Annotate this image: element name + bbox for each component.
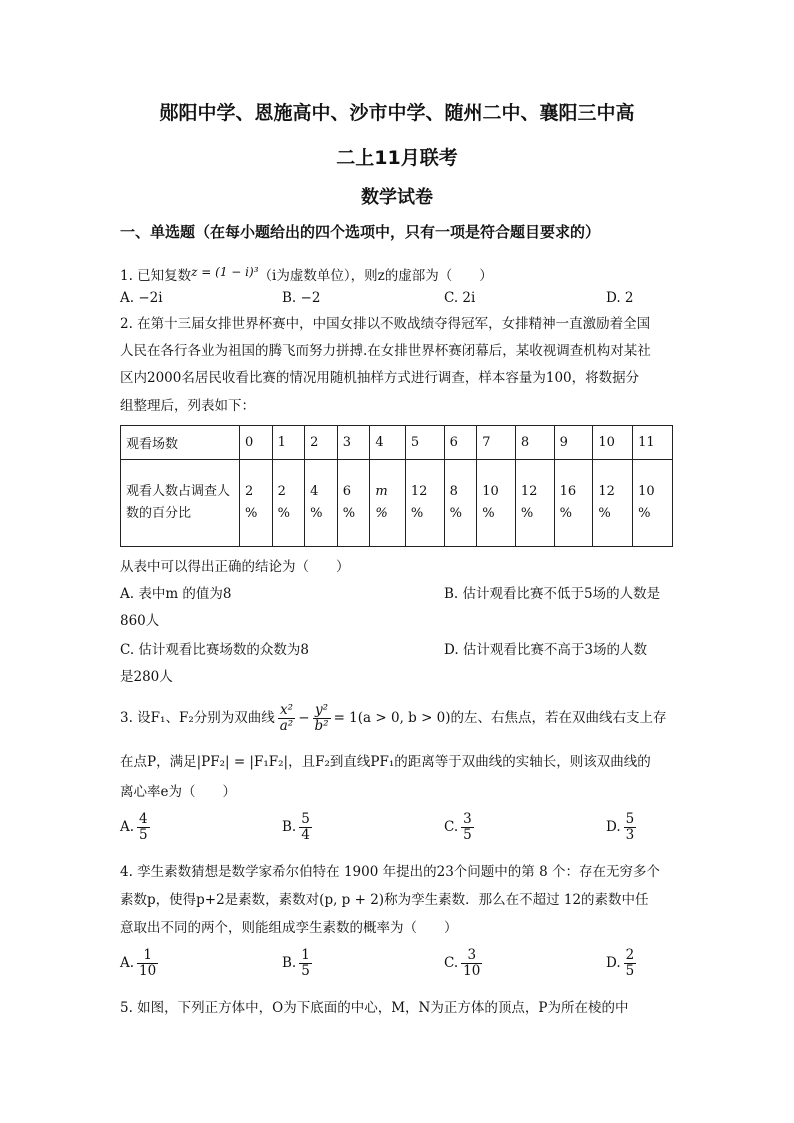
table-cell: 0 [240, 426, 273, 460]
table-cell: 3 [337, 426, 370, 460]
option-label: B. [282, 955, 297, 971]
q3-option-d [606, 812, 639, 843]
q1-stem-a: 1. 已知复数 [120, 268, 192, 284]
table-cell: m % [370, 460, 406, 547]
table-cell: 6 % [337, 460, 370, 547]
q4-line1: 4. 孪生素数猜想是数学家希尔伯特在 1900 年提出的23个问题中的第 8 个：存在无穷多个 [120, 864, 660, 880]
q3-frac-num: y² [313, 703, 331, 719]
exam-subtitle: 数学试卷 [361, 187, 433, 208]
q3-fraction-x [278, 703, 295, 734]
frac-num: 3 [461, 948, 482, 964]
frac-num: 4 [139, 811, 148, 827]
table-cell: 2 % [240, 460, 273, 547]
q2-line2: 人民在各行各业为祖国的腾飞而努力拼搏.在女排世界杯赛闭幕后，某收视调查机构对某社 [120, 343, 651, 359]
q4-option-b [282, 948, 315, 979]
q2-line3: 区内2000名居民收看比赛的情况用随机抽样方式进行调查，样本容量为100，将数据分 [120, 370, 640, 386]
option-fraction [299, 948, 312, 979]
q3-option-a [120, 812, 153, 843]
table-cell: 12 % [405, 460, 444, 547]
q3-line3: 离心率e为（ ） [120, 784, 236, 800]
frac-den: 5 [463, 827, 472, 843]
table-row [121, 426, 673, 460]
option-label: C. [444, 819, 459, 835]
q2-line4: 组整理后，列表如下： [120, 398, 255, 414]
q1-option-c: C. 2i [444, 290, 476, 306]
table-cell: 9 [554, 426, 593, 460]
table-row [121, 460, 673, 547]
q1-formula: z = (1 − i)³ [191, 265, 259, 279]
q2-option-c: C. 估计观看比赛场数的众数为8 [120, 642, 310, 658]
option-fraction [461, 812, 474, 843]
frac-num: 1 [301, 947, 310, 963]
table-cell: 2 [305, 426, 338, 460]
table-cell: 4 [370, 426, 406, 460]
option-label: D. [606, 819, 621, 835]
frac-num: 2 [625, 947, 635, 963]
table-cell: 11 [633, 426, 673, 460]
q2-line1: 2. 在第十三届女排世界杯赛中，中国女排以不败战绩夺得冠军，女排精神一直激励着全国 [120, 316, 651, 332]
q3-frac-num: x² [278, 703, 295, 719]
q4-line2: 素数p，使得p+2是素数，素数对(p, p + 2)称为孪生素数．那么在不超过 12的素数中任 [120, 892, 649, 908]
table-cell: 10 % [477, 460, 516, 547]
table-cell: 16 % [554, 460, 593, 547]
frac-den: 5 [625, 963, 635, 979]
option-label: A. [120, 819, 135, 835]
q3-line1-a: 3. 设F₁、F₂分别为双曲线 [120, 710, 275, 726]
q1-option-b: B. −2 [282, 290, 321, 306]
table-cell: 12 % [593, 460, 633, 547]
table-cell: 2 % [272, 460, 305, 547]
frac-num: 3 [463, 811, 472, 827]
q2-option-d: D. 估计观看比赛不高于3场的人数 [444, 642, 648, 658]
frac-den: 5 [139, 827, 148, 843]
q3-frac-den: a² [279, 718, 294, 734]
option-fraction [624, 948, 637, 979]
table-cell: 10 [593, 426, 633, 460]
frac-den: 5 [301, 963, 310, 979]
q4-option-a [120, 948, 161, 979]
q2-option-a: A. 表中m 的值为8 [120, 586, 232, 602]
q3-frac-den: b² [314, 718, 329, 734]
q3-option-c [444, 812, 477, 843]
exam-title-line1: 郧阳中学、恩施高中、沙市中学、随州二中、襄阳三中高 [159, 102, 635, 124]
frac-num: 1 [137, 948, 158, 964]
q3-line1: 3. 设F₁、F₂分别为双曲线 $\frac{\text{x²}}{\text{a²}}$ − $\frac{\text{y²}}{\text{b²}}$ = 1(a > 0, b > 0)的左、右焦点，若在双曲线右支上存 [120, 702, 667, 734]
option-label: C. [444, 955, 459, 971]
option-label: D. [606, 955, 621, 971]
q3-line1-b: = 1(a > 0, b > 0)的左、右焦点，若在双曲线右支上存 [333, 710, 667, 726]
table-cell: 7 [477, 426, 516, 460]
table-cell: 8 [515, 426, 554, 460]
q1-option-a: A. −2i [120, 290, 163, 306]
q4-option-d [606, 948, 639, 979]
option-fraction [137, 812, 150, 843]
option-label: B. [282, 819, 297, 835]
frac-den: 3 [625, 827, 635, 843]
q3-line2: 在点P，满足|PF₂| = |F₁F₂|，且F₂到直线PF₁的距离等于双曲线的实轴长，则该双曲线的 [120, 754, 651, 770]
frac-num: 5 [301, 811, 310, 827]
q2-option-b-cont: 860人 [120, 613, 160, 629]
table-row-header: 观看场数 [121, 426, 240, 460]
table-cell: 5 [405, 426, 444, 460]
q2-option-b: B. 估计观看比赛不低于5场的人数是 [444, 586, 661, 602]
q3-fraction-y [313, 703, 331, 734]
option-fraction [461, 948, 482, 979]
table-cell: 1 [272, 426, 305, 460]
exam-title-line2: 二上11月联考 [336, 147, 458, 169]
q2-option-d-cont: 是280人 [120, 669, 173, 685]
frac-num: 5 [625, 811, 635, 827]
table-cell: 8 % [444, 460, 477, 547]
section-heading: 一、单选题（在每小题给出的四个选项中，只有一项是符合题目要求的） [120, 223, 601, 241]
q5-line1: 5. 如图，下列正方体中，O为下底面的中心，M，N为正方体的顶点，P为所在棱的中 [120, 1000, 629, 1016]
q1-option-d: D. 2 [606, 290, 634, 306]
table-row-header: 观看人数占调查人数的百分比 [121, 460, 240, 547]
q1-stem-b: （i为虚数单位），则z的虚部为（ ） [258, 268, 493, 284]
table-cell: 4 % [305, 460, 338, 547]
q3-option-b [282, 812, 315, 843]
table-cell: 10 % [633, 460, 673, 547]
option-fraction [137, 948, 158, 979]
q4-option-c [444, 948, 485, 979]
viewing-stats-table [120, 425, 673, 547]
frac-den: 10 [139, 963, 157, 979]
option-fraction [299, 812, 312, 843]
option-label: A. [120, 955, 135, 971]
table-cell: 12 % [515, 460, 554, 547]
q2-question: 从表中可以得出正确的结论为（ ） [120, 559, 350, 575]
table-cell: 6 [444, 426, 477, 460]
frac-den: 4 [301, 827, 310, 843]
q4-line3: 意取出不同的两个，则能组成孪生素数的概率为（ ） [120, 920, 458, 936]
option-fraction [624, 812, 637, 843]
q1-stem [120, 262, 493, 286]
frac-den: 10 [463, 963, 481, 979]
